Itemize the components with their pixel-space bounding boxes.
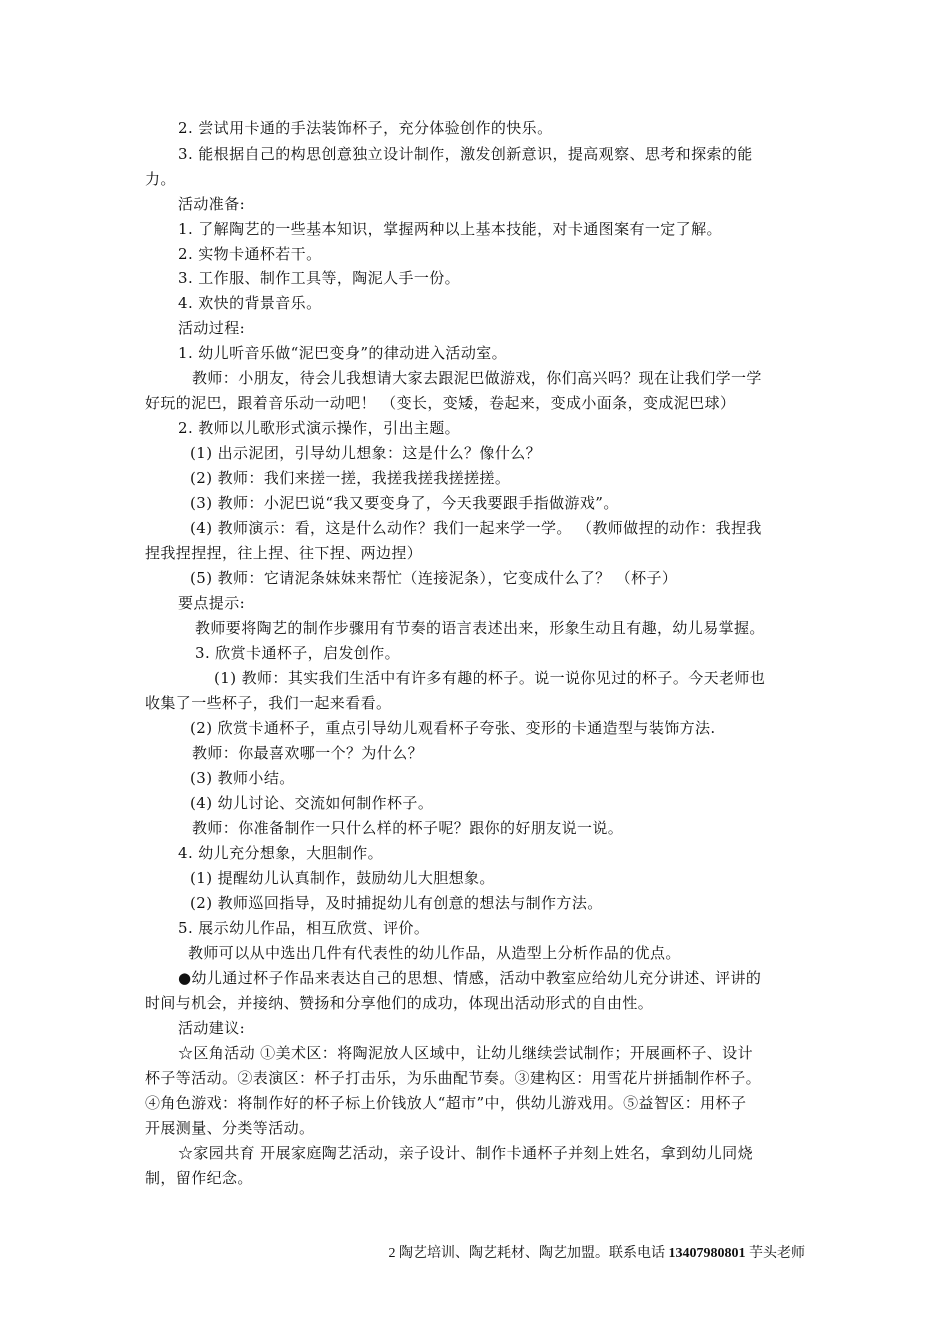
text-line: 教师要将陶艺的制作步骤用有节奏的语言表述出来，形象生动且有趣，幼儿易掌握。 bbox=[195, 619, 765, 637]
text-line: (3) 教师：小泥巴说“我又要变身了，今天我要跟手指做游戏”。 bbox=[190, 494, 619, 512]
text-line: (1) 教师：其实我们生活中有许多有趣的杯子。说一说你见过的杯子。今天老师也 bbox=[214, 669, 766, 687]
text-line: 1. 幼儿听音乐做“泥巴变身”的律动进入活动室。 bbox=[178, 344, 508, 362]
text-line: 收集了一些杯子，我们一起来看看。 bbox=[145, 694, 392, 712]
text-line: 开展测量、分类等活动。 bbox=[145, 1119, 315, 1137]
text-line: (2) 教师巡回指导，及时捕捉幼儿有创意的想法与制作方法。 bbox=[190, 894, 603, 912]
text-line: 2. 实物卡通杯若干。 bbox=[178, 245, 322, 263]
section-heading: 活动准备: bbox=[178, 195, 246, 213]
footer-prefix: 2 陶艺培训、陶艺耗材、陶艺加盟。联系电话 bbox=[388, 1246, 669, 1261]
text-line: (2) 欣赏卡通杯子，重点引导幼儿观看杯子夸张、变形的卡通造型与装饰方法. bbox=[190, 719, 716, 737]
text-line: 4. 幼儿充分想象，大胆制作。 bbox=[178, 844, 384, 862]
page-footer bbox=[389, 1245, 806, 1263]
text-line: (3) 教师小结。 bbox=[190, 769, 295, 787]
text-line: 3. 欣赏卡通杯子，启发创作。 bbox=[195, 644, 401, 662]
text-line: ●幼儿通过杯子作品来表达自己的思想、情感，活动中教室应给幼儿充分讲述、评讲的 bbox=[178, 969, 762, 987]
text-line: 1. 了解陶艺的一些基本知识，掌握两种以上基本技能，对卡通图案有一定了解。 bbox=[178, 220, 722, 238]
text-line: (5) 教师：它请泥条妹妹来帮忙（连接泥条），它变成什么了？ （杯子） bbox=[190, 569, 678, 587]
text-line: 教师：小朋友，待会儿我想请大家去跟泥巴做游戏，你们高兴吗？现在让我们学一学 bbox=[192, 369, 762, 387]
text-line: 2. 尝试用卡通的手法装饰杯子，充分体验创作的快乐。 bbox=[178, 119, 553, 137]
text-line: 3. 能根据自己的构思创意独立设计制作，激发创新意识，提高观察、思考和探索的能 bbox=[178, 145, 753, 163]
footer-suffix: 芋头老师 bbox=[745, 1246, 805, 1261]
text-line: 3. 工作服、制作工具等，陶泥人手一份。 bbox=[178, 269, 461, 287]
text-line: (1) 出示泥团，引导幼儿想象：这是什么？像什么？ bbox=[190, 444, 542, 462]
text-line: 教师可以从中选出几件有代表性的幼儿作品，从造型上分析作品的优点。 bbox=[188, 944, 681, 962]
footer-phone: 13407980801 bbox=[668, 1246, 746, 1261]
text-line: (2) 教师：我们来搓一搓，我搓我搓我搓搓搓。 bbox=[190, 469, 511, 487]
text-line: 2. 教师以儿歌形式演示操作，引出主题。 bbox=[178, 419, 461, 437]
text-line: ☆区角活动 ①美术区：将陶泥放人区域中，让幼儿继续尝试制作；开展画杯子、设计 bbox=[178, 1044, 753, 1062]
text-line: 力。 bbox=[145, 170, 176, 188]
text-line: 好玩的泥巴，跟着音乐动一动吧！ （变长，变矮，卷起来，变成小面条，变成泥巴球） bbox=[145, 394, 736, 412]
text-line: 制，留作纪念。 bbox=[145, 1169, 253, 1187]
section-heading: 活动建议: bbox=[178, 1019, 246, 1037]
text-line: 杯子等活动。②表演区：杯子打击乐，为乐曲配节奏。③建构区：用雪花片拼插制作杯子。 bbox=[145, 1069, 762, 1087]
text-line: (1) 提醒幼儿认真制作，鼓励幼儿大胆想象。 bbox=[190, 869, 495, 887]
text-line: (4) 幼儿讨论、交流如何制作杯子。 bbox=[190, 794, 434, 812]
section-heading: 要点提示: bbox=[178, 594, 246, 612]
text-line: 5. 展示幼儿作品，相互欣赏、评价。 bbox=[178, 919, 430, 937]
text-line: 4. 欢快的背景音乐。 bbox=[178, 294, 322, 312]
text-line: (4) 教师演示：看，这是什么动作？我们一起来学一学。 （教师做捏的动作：我捏我 bbox=[190, 519, 762, 537]
text-line: 捏我捏捏捏，往上捏、往下捏、两边捏） bbox=[145, 544, 423, 562]
text-line: ☆家园共育 开展家庭陶艺活动，亲子设计、制作卡通杯子并刻上姓名，拿到幼儿同烧 bbox=[178, 1144, 753, 1162]
text-line: 教师：你准备制作一只什么样的杯子呢？跟你的好朋友说一说。 bbox=[192, 819, 624, 837]
text-line: 教师：你最喜欢哪一个？为什么？ bbox=[192, 744, 424, 762]
section-heading: 活动过程: bbox=[178, 319, 246, 337]
text-line: ④角色游戏：将制作好的杯子标上价钱放人“超市”中，供幼儿游戏用。⑤益智区：用杯子 bbox=[145, 1094, 747, 1112]
text-line: 时间与机会，并接纳、赞扬和分享他们的成功，体现出活动形式的自由性。 bbox=[145, 994, 654, 1012]
